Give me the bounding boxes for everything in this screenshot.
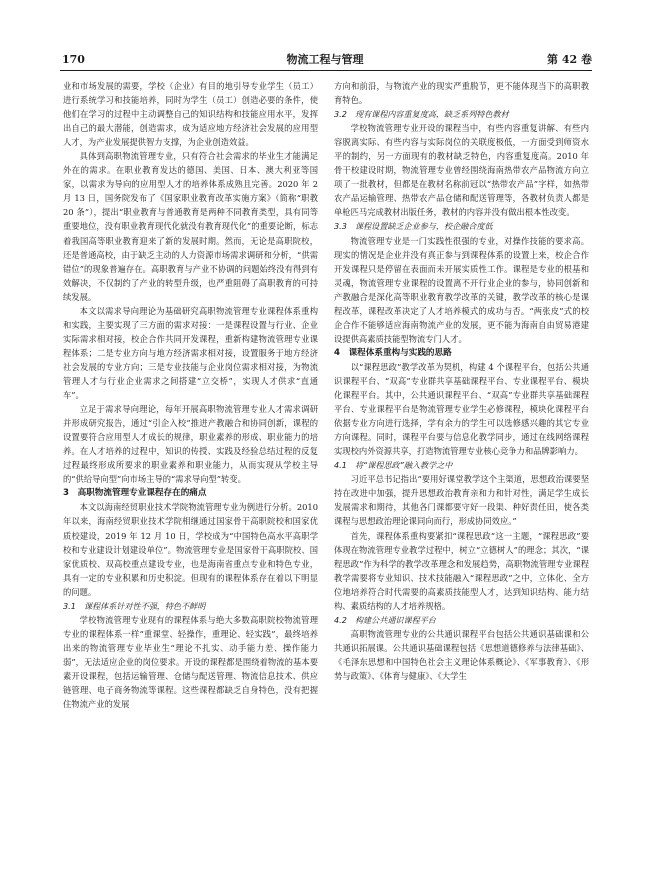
paragraph: 习近平总书记指出“要用好课堂教学这个主渠道，思想政治课要坚持在改进中加强，提升思想政治教育亲和力和针对性，满足学生成长发展需求和期待，其他各门课都要守好一段渠、种好责任田，使各类课程与思想政治理论课同向而行，形成协同效应。” [334,474,589,527]
subsection-heading: 4.2 构建公共通识课程平台 [334,614,436,625]
paragraph: 业和市场发展的需要，学校（企业）有目的地引导专业学生（员工）进行系统学习和技能培养，同时为学生（员工）创造必要的条件，使他们在学习的过程中主动调整自己的知识结构和技能应用水平，发挥出自己的最大潜能，创造需求，成为适应地方经济社会发展的应用型人才，为产业发展提供智力支撑，为企业创造效益。 [63,81,318,148]
journal-title: 物流工程与管理 [286,53,364,66]
paragraph: 方向和前沿，与物流产业的现实严重脱节，更不能体现当下的高职教育特色。 [334,81,589,106]
paragraph: 本文以海南经贸职业技术学院物流管理专业为例进行分析。2010 年以来，海南经贸职业技术学院相继通过国家骨干高职院校和国家优质校建设，2019 年 12 月 10 日，学校成为“中国特色高水平高职学校和专业建设计划建设单位”。物流管理专业是国家骨干高职院校、国家优质校、双高校重点建设专业，也是海南省重点专业和特色专业，具有一定的专业积累和历史积淀。但现有的课程体系存在着以下明显的问题。 [63,502,318,597]
section-heading: 4 课程体系重构与实践的思路 [334,347,452,358]
page-number: 170 [62,53,85,66]
paragraph: 物流管理专业是一门实践性很强的专业，对操作技能的要求高。现实的情况是企业并没有真正参与到课程体系的设置上来，校企合作开发课程只是停留在表面而未开展实质性工作。课程是专业的根基和灵魂，物流管理专业课程的设置离不开行业企业的参与，协同创新和产教融合是深化高等职业教育教学改革的关键，教学改革的核心是课程改革，课程改革决定了人才培养模式的成功与否。“两张皮”式的校企合作不能够适应海南物流产业的发展，更不能为海南自由贸易港建设提供高素质技能型物流专门人才。 [334,235,589,344]
subsection-heading: 3.2 现有课程内容重复度高，缺乏系列特色教材 [334,109,509,120]
section-heading: 3 高职物流管理专业课程存在的痛点 [63,488,207,499]
paragraph: 具体到高职物流管理专业，只有符合社会需求的毕业生才能满足外在的需求。在职业教育发达的德国、美国、日本、澳大利亚等国家，以需求为导向的应用型人才的培养体系成熟且完善。2020 年 2 月 13 日，国务院发布了《国家职业教育改革实施方案》（简称“职教 20 条”），提出“职业教育与普通教育是两种不同教育类型，具有同等重要地位，没有职业教育现代化就没有教育现代化”的重要论断，标志着我国高等职业教育迎来了新的发展时期。然而，无论是高职院校，还是普通高校，由于缺乏主动的人力资源市场需求调研和分析，“供需错位”的现象普遍存在。高职教育与产业不协调的问题始终没有得到有效解决，不仅制约了产业的转型升级，也严重阻碍了高职教育的可持续发展。 [63,151,318,302]
subsection-heading: 4.1 将“课程思政”融入教学之中 [334,460,453,471]
paragraph: 立足于需求导向理论，每年开展高职物流管理专业人才需求调研并形成研究报告，通过“引企入校”推进产教融合和协同创新，课程的设置要符合应用型人才成长的规律，职业素养的形成、职业能力的培养。在人才培养的过程中，知识的传授、实践及经验总结过程的反复过程最终形成所要求的职业素养和职业能力，从而实现从学校主导的“供给导向型”向市场主导的“需求导向型”转变。 [63,404,318,485]
right-column [334,79,589,869]
subsection-heading: 3.1 课程体系针对性不强，特色不鲜明 [63,600,206,611]
paragraph: 高职物流管理专业的公共通识课程平台包括公共通识基础课和公共通识拓展课。公共通识基础课程包括《思想道德修养与法律基础》、《毛泽东思想和中国特色社会主义理论体系概论》、《军事教育》、《形势与政策》、《体育与健康》、《大学生 [334,628,589,681]
paragraph: 以“课程思政”教学改革为契机，构建 4 个课程平台，包括公共通识课程平台、“双高”专业群共享基础课程平台、专业课程平台、模块化课程平台。其中，公共通识课程平台、“双高”专业群共享基础课程平台、专业课程平台是物流管理专业学生必修课程，模块化课程平台依据专业方向进行选择，学有余力的学生可以选修感兴趣的其它专业方向课程。同时，课程平台要与信息化教学同步，通过在线网络课程实现校内外资源共享，打造物流管理专业核心竞争力和品牌影响力。 [334,361,589,457]
paragraph: 首先，课程体系重构要紧扣“课程思政”这一主题，“课程思政”要体现在物流管理专业教学过程中，树立“立德树人”的理念；其次，“课程思政”作为科学的教学改革理念和发展趋势，高职物流管理专业课程教学需要将专业知识、技术技能融入“课程思政”之中，立体化、全方位地培养符合时代需要的高素质技能型人才，达到知识结构、能力结构、素质结构的人才培养规格。 [334,530,589,611]
header-rule [60,70,592,71]
subsection-heading: 3.3 课程设置缺乏企业参与，校企融合度低 [334,221,493,232]
volume-label: 第 42 卷 [547,53,592,66]
paragraph: 学校物流管理专业现有的课程体系与绝大多数高职院校物流管理专业的课程体系一样“重课堂、轻操作，重理论、轻实践”，最终培养出来的物流管理专业毕业生“理论不扎实、动手能力差、操作能力弱”，无法适应企业的岗位要求。开设的课程都是围绕着物流的基本要素开设课程，包括运输管理、仓储与配送管理、物流信息技术、供应链管理、电子商务物流等课程。这些课程都缺乏自身特色，没有把握住物流产业的发展 [63,614,318,710]
paragraph: 学校物流管理专业开设的课程当中，有些内容重复讲解、有些内容脱离实际、有些内容与实际岗位的关联度极低，一方面受到师资水平的制约，另一方面现有的教材缺乏特色，内容重复度高。2010 年骨干校建设时期，物流管理专业曾经围绕海南热带农产品物流方向立项了一批教材，但都是在教材名称前冠以“热带农产品”字样，如热带农产品运输管理、热带农产品仓储和配送管理等，各教材负责人都是单枪匹马完成教材出版任务，教材的内容并没有做出根本性改变。 [334,123,589,218]
paragraph: 本文以需求导向理论为基础研究高职物流管理专业课程体系重构和实践，主要实现了三方面的需求对接：一是课程设置与行业、企业实际需求相对接，校企合作共同开发课程，重新构建物流管理专业课程体系；二是专业方向与地方经济需求相对接，设置服务于地方经济社会发展的专业方向；三是专业技能与企业岗位需求相对接，为物流管理人才与行业企业需求之间搭建“立交桥”，实现人才供求“直通车”。 [63,305,318,401]
left-column [63,79,318,869]
